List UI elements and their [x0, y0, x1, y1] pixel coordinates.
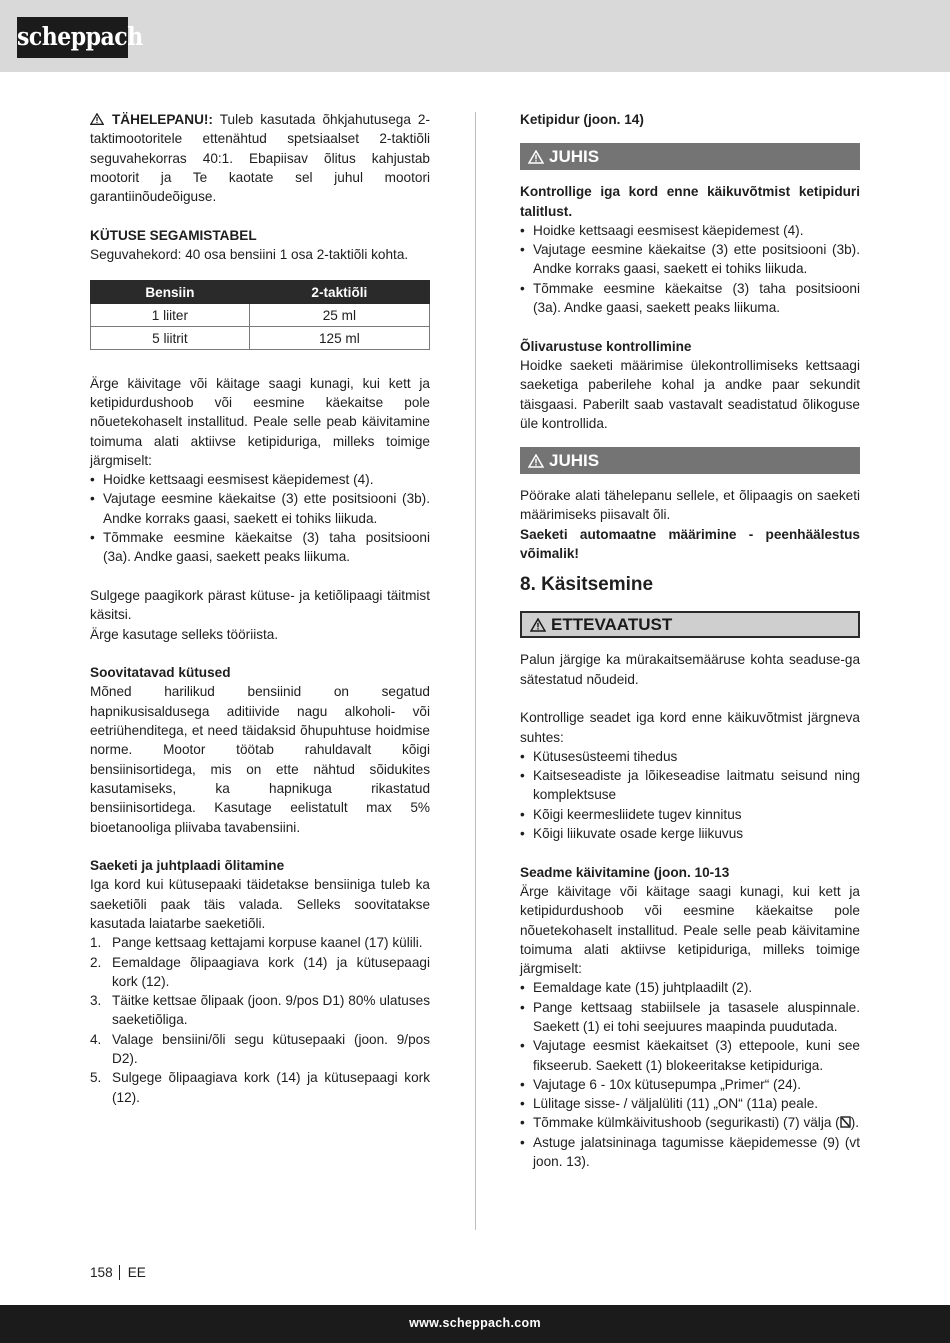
caution-text: Palun järgige ka mürakaitsemääruse kohta seaduse-ga sätestatud nõudeid.: [520, 652, 860, 687]
list-item: • Kõigi keermesliidete tugev kinnitus: [520, 805, 860, 824]
warning-label: TÄHELEPANU!:: [112, 112, 213, 127]
chain-brake-title: Ketipidur (joon. 14): [520, 112, 644, 127]
list-item: • Astuge jalatsininaga tagumisse käepidemesse (9) (vt joon. 13).: [520, 1133, 860, 1172]
table-row: [91, 327, 430, 350]
note-label: JUHIS: [549, 451, 600, 471]
list-item: • Vajutage 6 - 10x kütusepumpa „Primer“ (24).: [520, 1075, 860, 1094]
website-link[interactable]: www.scheppach.com: [409, 1316, 541, 1330]
list-item: 5. Sulgege õlipaagiava kork (14) ja kütusepaagi kork (12).: [90, 1070, 430, 1105]
check-bullet-list: [520, 747, 860, 843]
list-item: • Vajutage eesmine käekaitse (3) ette positsiooni (3b). Andke korraks gaasi, saekett ei tohiks liikuda.: [90, 489, 430, 528]
list-item: • Vajutage eesmist käekaitset (3) ettepoole, kuni see fikseerub. Saekett (1) blokeeritakse ketipiduriga.: [520, 1036, 860, 1075]
column-divider: [475, 112, 476, 1230]
language-code: EE: [127, 1265, 146, 1280]
caution-label: ETTEVAATUST: [551, 615, 673, 635]
oil-check-title: Õlivarustuse kontrollimine: [520, 338, 692, 354]
left-column: [90, 110, 430, 1107]
no-tool-text: Ärge kasutage selleks tööriista.: [90, 626, 279, 642]
mix-table-title: KÜTUSE SEGAMISTABEL: [90, 227, 257, 243]
oil-steps-list: [90, 933, 430, 1107]
list-item: • Lülitage sisse- / väljalüliti (11) „ON“ (11a) peale.: [520, 1094, 860, 1113]
table-header: Bensiin: [91, 281, 250, 304]
list-item: • Pange kettsaag stabiilsele ja tasasele aluspinnale. Saekett (1) ei tohi seejuures maapinda puudutada.: [520, 998, 860, 1037]
start-bullet-list: [90, 470, 430, 566]
list-item: • Kõigi liikuvate osade kerge liikuvus: [520, 824, 860, 843]
scheppach-logo: scheppach: [17, 17, 128, 58]
page-number-area: [90, 1265, 146, 1280]
list-item: • Tõmmake eesmine käekaitse (3) taha positsiooni (3a). Andke gaasi, saekett peaks liikuma.: [90, 528, 430, 567]
warning-triangle-icon: [528, 150, 544, 164]
fuels-text: Mõned harilikud bensiinid on segatud hapnikusisaldusega aditiivide nagu alkoholi- või eetriühenditega, et need täidaksid õhupuhtuse hoidmise norme. Mootor töötab rahuldavalt kõigi bensiinisortidega, mis on ette nähtud sõidukites kasutamiseks, ka hapnikuga rikastatud bensiinisortidega. Kasutage eelistatult max 5% bioetanooliga pliivaba tavabensiini.: [90, 684, 430, 835]
oil-title: Saeketi ja juhtplaadi õlitamine: [90, 858, 285, 874]
list-item: • Kütusesüsteemi tihedus: [520, 747, 860, 766]
fuel-mix-table: [90, 280, 430, 350]
mix-ratio: Seguvahekord: 40 osa bensiini 1 osa 2-taktiõli kohta.: [90, 247, 409, 263]
page-separator: [119, 1265, 120, 1280]
warning-triangle-icon: [90, 113, 104, 125]
close-cap-text: Sulgege paagikork pärast kütuse- ja ketiõlipaagi täitmist käsitsi.: [90, 587, 430, 623]
list-item: • Tõmmake eesmine käekaitse (3) taha positsiooni (3a). Andke gaasi, saekett peaks liikuma.: [520, 279, 860, 318]
list-item: • Vajutage eesmine käekaitse (3) ette positsiooni (3b). Andke korraks gaasi, saekett ei tohiks liikuda.: [520, 240, 860, 279]
oil-warning: [90, 110, 430, 206]
warning-triangle-icon: [528, 454, 544, 468]
check-text: Kontrollige seadet iga kord enne käikuvõtmist järgneva suhtes:: [520, 710, 860, 745]
choke-icon: [840, 1114, 851, 1126]
table-cell: 25 ml: [249, 304, 429, 327]
start-device-bullet-list: [520, 978, 860, 1171]
fuels-title: Soovitatavad kütused: [90, 665, 231, 681]
warning-triangle-icon: [530, 618, 546, 632]
note-label: JUHIS: [549, 147, 600, 167]
note-bar: [520, 143, 860, 170]
table-header: 2-taktiõli: [249, 281, 429, 304]
warning-text: Tuleb kasutada õhkjahutusega 2-taktimootoritele ettenähtud spetsiaalset 2-taktiõli seguvahekorras 40:1. Ebapiisav õlitus kahjustab mootorit ja Te kaotate sel juhul mootori garantiinõudeõiguse.: [90, 112, 430, 205]
start-instructions: Ärge käivitage või käitage saagi kunagi, kui kett ja ketipidurdushoob või eesmine käekaitse pole nõuetekohaselt installitud. Peale selle peab käivitamine toimuma alati aktiivse ketipiduriga, milleks toimige järgmiselt:: [90, 375, 430, 468]
note-bar: [520, 447, 860, 474]
table-cell: 125 ml: [249, 327, 429, 350]
note-bold-text: Saeketi automaatne määrimine - peenhäälestus võimalik!: [520, 526, 860, 562]
table-cell: 5 liitrit: [91, 327, 250, 350]
table-row: [91, 304, 430, 327]
list-item: 3. Täitke kettsae õlipaak (joon. 9/pos D1) 80% ulatuses saeketiõliga.: [90, 993, 430, 1028]
note-bold-text: Kontrollige iga kord enne käikuvõtmist ketipiduri talitlust.: [520, 184, 860, 219]
list-item: • Kaitseseadiste ja lõikeseadise laitmatu seisund ning komplektsuse: [520, 766, 860, 805]
list-item: 4. Valage bensiini/õli segu kütusepaaki (joon. 9/pos D2).: [90, 1031, 430, 1067]
list-item: 1. Pange kettsaag kettajami korpuse kaanel (17) külili.: [90, 935, 423, 951]
right-column: [520, 110, 860, 1171]
page-footer: [0, 1305, 950, 1343]
oil-check-text: Hoidke saeketi määrimise ülekontrollimiseks kettsaagi saeketiga paberilehe kohal ja andke paar sekundit täisgaasi. Paberilt saab vastavalt seadistatud õlikoguse üle kontrollida.: [520, 357, 860, 431]
list-item: 2. Eemaldage õlipaagiava kork (14) ja kütusepaagi kork (12).: [90, 954, 430, 989]
start-device-title: Seadme käivitamine (joon. 10-13: [520, 864, 730, 880]
list-item: • Eemaldage kate (15) juhtplaadilt (2).: [520, 978, 860, 997]
page-header: [0, 0, 950, 72]
note-text: Pöörake alati tähelepanu sellele, et õlipaagis on saeketi määrimiseks piisavalt õli.: [520, 488, 860, 523]
start-device-text: Ärge käivitage või käitage saagi kunagi, kui kett ja ketipidurdushoob või eesmine käekaitse pole nõuetekohaselt installitud. Peale selle peab käivitamine toimuma alati aktiivse ketipiduriga, milleks toimige järgmiselt:: [520, 883, 860, 977]
list-item: • Tõmmake külmkäivitushoob (segurikasti) (7) välja ( ).: [520, 1113, 860, 1132]
table-cell: 1 liiter: [91, 304, 250, 327]
chapter-heading: 8. Käsitsemine: [520, 574, 654, 596]
list-item: • Hoidke kettsaagi eesmisest käepidemest (4).: [520, 221, 860, 240]
page-number: 158: [90, 1265, 113, 1280]
caution-bar: [520, 611, 860, 638]
list-item: • Hoidke kettsaagi eesmisest käepidemest (4).: [90, 470, 430, 489]
oil-text: Iga kord kui kütusepaaki täidetakse bensiiniga tuleb ka saeketiõli paak täis valada. Selleks soovitatakse kasutada laiatarbe saeketiõli.: [90, 877, 430, 931]
brake-bullet-list: [520, 221, 860, 317]
